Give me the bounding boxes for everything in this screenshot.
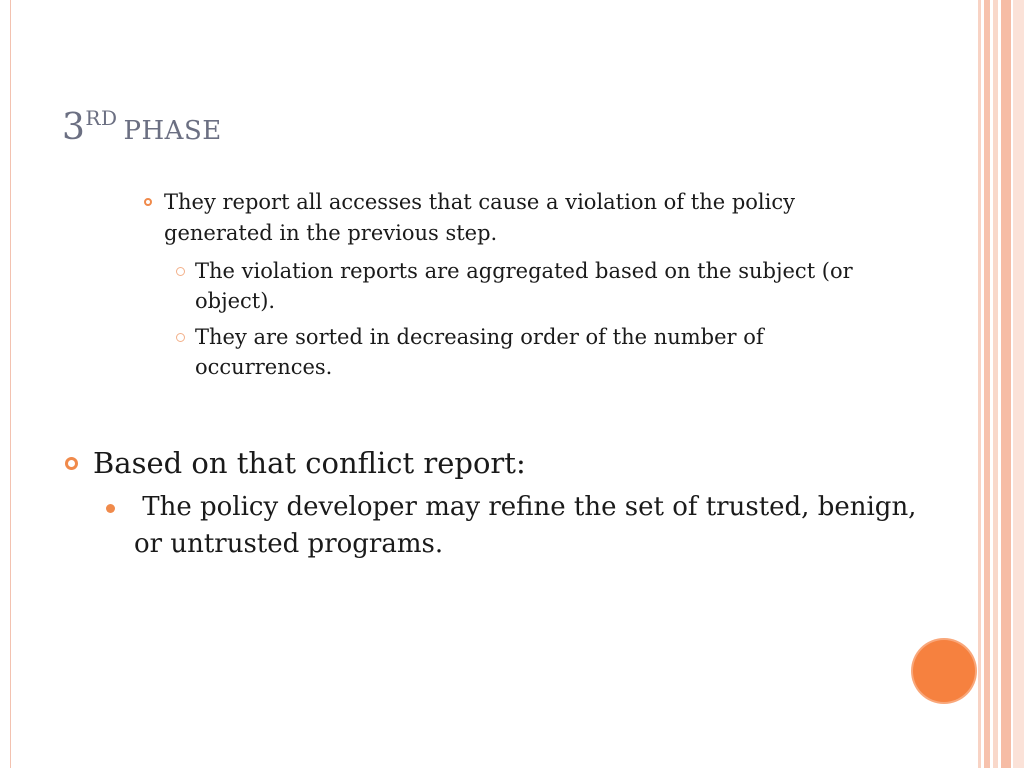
left-border-line — [10, 0, 11, 768]
decorative-stripe — [993, 0, 998, 768]
decorative-stripe — [984, 0, 990, 768]
decorative-stripe — [1001, 0, 1011, 768]
bullet-text: They report all accesses that cause a violation of the policy generated in the previous step. — [164, 190, 795, 245]
sub-bullet-text: The violation reports are aggregated based on the subject (or object). — [195, 259, 853, 313]
bullet-text: Based on that conflict report: — [93, 446, 526, 480]
bullet-item — [164, 187, 884, 249]
hollow-circle-bullet-icon — [176, 267, 185, 276]
slide-title — [62, 104, 222, 155]
sub-bullet-text: They are sorted in decreasing order of the number of occurrences. — [195, 325, 764, 379]
filled-dot-bullet-icon — [106, 504, 115, 513]
orange-circle-decoration — [913, 640, 975, 702]
title-word: PHASE — [123, 116, 222, 146]
decorative-stripe — [1013, 0, 1024, 768]
hollow-circle-bullet-icon — [65, 457, 78, 470]
decorative-stripe — [978, 0, 981, 768]
title-superscript: RD — [85, 106, 118, 130]
hollow-circle-bullet-icon — [144, 198, 152, 206]
title-number: 3 — [62, 107, 86, 148]
sub-bullet-item — [195, 256, 895, 316]
hollow-circle-bullet-icon — [176, 333, 185, 342]
sub-bullet-item — [134, 489, 924, 563]
bullet-item — [93, 444, 913, 482]
sub-bullet-text: The policy developer may refine the set of trusted, benign, or untrusted programs. — [134, 492, 925, 559]
sub-bullet-item — [195, 322, 895, 382]
